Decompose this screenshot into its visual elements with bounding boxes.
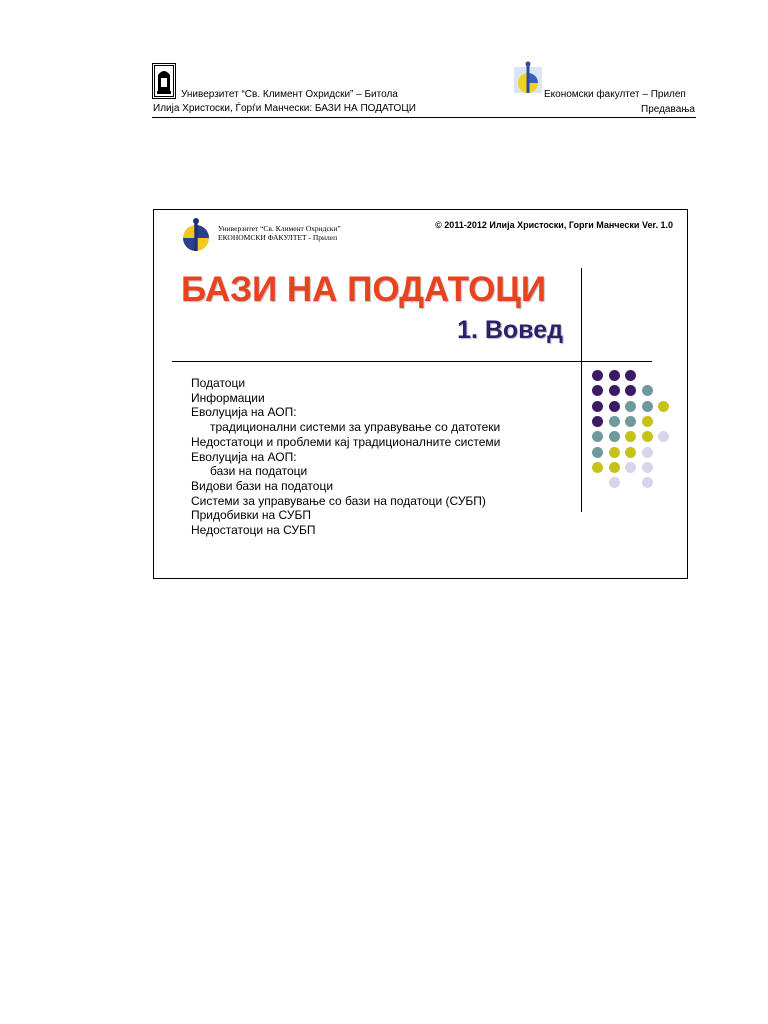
slide-copyright: © 2011-2012 Илија Христоски, Горги Манчески Ver. 1.0 (435, 220, 673, 230)
dot-yellow (609, 462, 620, 473)
dot-purple (592, 385, 603, 396)
topic-item: Видови бази на податоци (191, 478, 334, 493)
topic-item: Недостатоци на СУБП (191, 523, 316, 538)
slide-university-name (218, 224, 341, 242)
topic-item: Податоци (191, 376, 246, 390)
slide-horizontal-divider (172, 361, 652, 362)
slide-vertical-divider (581, 268, 582, 512)
topic-item: Информации (191, 390, 265, 405)
topic-list (191, 376, 500, 538)
dot-purple (592, 416, 603, 427)
slide-title: БАЗИ НА ПОДАТОЦИ (181, 270, 547, 309)
dot-yellow (642, 431, 653, 442)
dot-yellow (658, 401, 669, 412)
slide-subtitle: 1. Вовед (457, 316, 563, 344)
dot-yellow (625, 447, 636, 458)
dot-teal (625, 416, 636, 427)
topic-item: Придобивки на СУБП (191, 508, 311, 523)
dot-teal (625, 401, 636, 412)
dot-yellow (609, 447, 620, 458)
dot-lavender (642, 462, 653, 473)
decorative-dot-grid (592, 370, 672, 494)
dot-purple (592, 401, 603, 412)
dot-teal (609, 416, 620, 427)
topic-subitem: бази на податоци (210, 464, 308, 479)
header-faculty: Економски факултет – Прилеп (544, 89, 686, 100)
dot-lavender (609, 477, 620, 488)
header-university: Универзитет “Св. Климент Охридски” – Битола (181, 89, 398, 100)
slide-faculty-logo (178, 217, 214, 253)
slide-faculty-line: ЕКОНОМСКИ ФАКУЛТЕТ - Прилеп (218, 233, 338, 242)
dot-teal (592, 447, 603, 458)
topic-item: Еволуција на АОП: (191, 405, 297, 420)
topic-item: Системи за управување со бази на податоци (СУБП) (191, 493, 486, 508)
dot-teal (609, 431, 620, 442)
dot-yellow (625, 431, 636, 442)
faculty-emblem-icon (178, 217, 214, 253)
dot-lavender (642, 447, 653, 458)
header-authors-course: Илија Христоски, Ѓорѓи Манчески: БАЗИ НА ПОДАТОЦИ (153, 103, 416, 114)
dot-yellow (592, 462, 603, 473)
faculty-logo (514, 61, 542, 99)
faculty-logo-icon (514, 61, 542, 99)
dot-purple (609, 385, 620, 396)
dot-lavender (658, 431, 669, 442)
header-divider (152, 117, 696, 118)
dot-purple (609, 401, 620, 412)
dot-purple (625, 370, 636, 381)
topic-subitem: традиционални системи за управување со датотеки (210, 420, 501, 435)
university-logo (152, 63, 176, 99)
dot-purple (625, 385, 636, 396)
dot-teal (642, 401, 653, 412)
dot-purple (592, 370, 603, 381)
slide-university-line: Универзитет “Св. Климент Охридски” (218, 224, 341, 233)
university-seal-icon (152, 63, 176, 99)
dot-purple (609, 370, 620, 381)
dot-yellow (642, 416, 653, 427)
dot-lavender (642, 477, 653, 488)
topic-item: Еволуција на АОП: (191, 449, 297, 464)
topic-item: Недостатоци и проблеми кај традиционалните системи (191, 434, 501, 449)
dot-lavender (625, 462, 636, 473)
dot-teal (642, 385, 653, 396)
slide-frame (153, 209, 688, 579)
dot-teal (592, 431, 603, 442)
header-section: Предавања (641, 104, 695, 115)
